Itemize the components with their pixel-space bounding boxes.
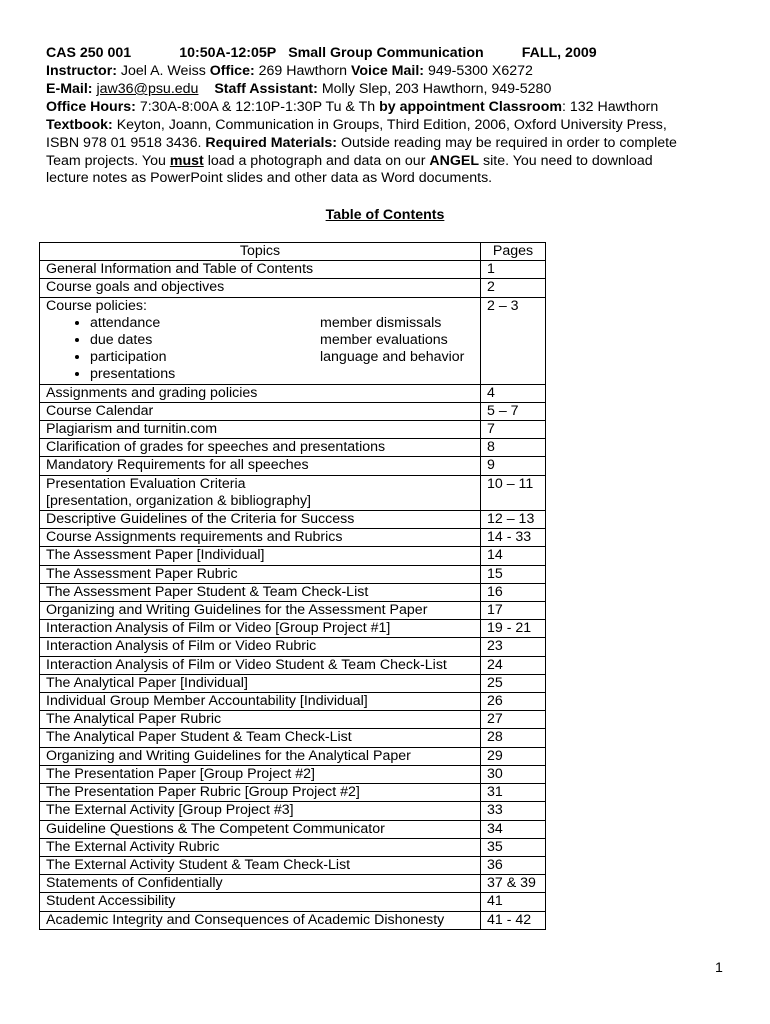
list-item: • participation — [90, 349, 320, 366]
toc-topic-text: Interaction Analysis of Film or Video Student & Team Check-List — [46, 656, 447, 673]
toc-pages: 2 – 3 — [481, 297, 546, 384]
toc-topic-text: Organizing and Writing Guidelines for the Analytical Paper — [46, 747, 411, 764]
table-row — [40, 674, 546, 692]
assistant-label: Staff Assistant: — [214, 81, 318, 97]
col-topics: Topics — [40, 243, 481, 261]
toc-topic — [40, 261, 481, 279]
table-row — [40, 784, 546, 802]
angel-site: ANGEL — [429, 152, 480, 169]
toc-topic-text: Descriptive Guidelines of the Criteria for Success — [46, 511, 355, 528]
lecture-notes-text: lecture notes as PowerPoint slides and other data as Word documents. — [46, 170, 493, 187]
toc-topic-text: Course goals and objectives — [46, 279, 225, 296]
toc-topic — [40, 565, 481, 583]
table-row — [40, 529, 546, 547]
instructor-line — [46, 63, 746, 81]
hours-label: Office Hours: — [46, 99, 136, 115]
classroom-label: Classroom — [488, 99, 562, 115]
toc-topic — [40, 583, 481, 601]
toc-topic-text: General Information and Table of Contents — [46, 261, 314, 278]
toc-topic-text: The Assessment Paper Student & Team Check-List — [46, 583, 369, 600]
office: 269 Hawthorn — [258, 63, 347, 79]
toc-topic — [40, 875, 481, 893]
toc-topic — [40, 911, 481, 929]
toc-topic — [40, 838, 481, 856]
toc-topic — [40, 820, 481, 838]
toc-pages: 14 — [481, 547, 546, 565]
isbn: ISBN 978 01 9518 3436. — [46, 134, 202, 151]
toc-topic — [40, 693, 481, 711]
table-row — [40, 875, 546, 893]
toc-topic — [40, 297, 481, 384]
appointment-note: by appointment — [379, 99, 485, 115]
toc-topic — [40, 511, 481, 529]
toc-pages: 27 — [481, 711, 546, 729]
toc-topic — [40, 402, 481, 420]
course-code: CAS 250 001 — [46, 45, 132, 61]
toc-topic — [40, 602, 481, 620]
toc-topic-text: Academic Integrity and Consequences of Academic Dishonesty — [46, 911, 445, 928]
table-row — [40, 565, 546, 583]
toc-pages: 36 — [481, 856, 546, 874]
toc-topic-text: Presentation Evaluation Criteria — [46, 475, 246, 492]
toc-topic — [40, 765, 481, 783]
table-row — [40, 911, 546, 929]
toc-topic-text: Interaction Analysis of Film or Video Rubric — [46, 638, 317, 655]
toc-pages: 25 — [481, 674, 546, 692]
table-row — [40, 384, 546, 402]
toc-pages: 19 - 21 — [481, 620, 546, 638]
toc-topic-text: Interaction Analysis of Film or Video [Group Project #1] — [46, 620, 391, 637]
toc-topic-text: The Assessment Paper [Individual] — [46, 547, 265, 564]
toc-pages: 33 — [481, 802, 546, 820]
table-row — [40, 838, 546, 856]
toc-pages: 2 — [481, 279, 546, 297]
toc-pages: 24 — [481, 656, 546, 674]
toc-pages: 1 — [481, 261, 546, 279]
toc-topic-text: Student Accessibility — [46, 893, 176, 910]
email-line — [46, 81, 746, 99]
toc-pages: 37 & 39 — [481, 875, 546, 893]
table-row — [40, 856, 546, 874]
policies-list-right — [320, 315, 464, 384]
voicemail: 949-5300 X6272 — [427, 63, 533, 79]
list-item: • due dates — [90, 332, 320, 349]
list-item: • presentations — [90, 366, 320, 383]
assistant: Molly Slep, 203 Hawthorn, 949-5280 — [321, 81, 552, 97]
instructor-name: Joel A. Weiss — [120, 63, 206, 79]
toc-topic-text: Statements of Confidentially — [46, 875, 223, 892]
toc-topic — [40, 729, 481, 747]
toc-topic-text: The Analytical Paper Student & Team Check-List — [46, 729, 352, 746]
toc-topic-text: The Analytical Paper [Individual] — [46, 674, 248, 691]
col-pages: Pages — [481, 243, 546, 261]
toc-pages: 16 — [481, 583, 546, 601]
toc-topic-text: Plagiarism and turnitin.com — [46, 421, 218, 438]
table-row — [40, 638, 546, 656]
toc-pages: 7 — [481, 421, 546, 439]
toc-title: Table of Contents — [325, 207, 445, 223]
toc-topic — [40, 856, 481, 874]
toc-pages: 9 — [481, 457, 546, 475]
toc-pages: 4 — [481, 384, 546, 402]
toc-topic — [40, 475, 481, 510]
toc-pages: 14 - 33 — [481, 529, 546, 547]
toc-topic-text: The Presentation Paper Rubric [Group Project #2] — [46, 784, 360, 801]
toc-pages: 28 — [481, 729, 546, 747]
toc-pages: 34 — [481, 820, 546, 838]
table-row — [40, 656, 546, 674]
toc-topic-text: Organizing and Writing Guidelines for the Assessment Paper — [46, 602, 428, 619]
toc-topic-text: The Presentation Paper [Group Project #2] — [46, 765, 315, 782]
list-item: language and behavior — [320, 349, 465, 366]
table-row — [40, 421, 546, 439]
classroom: : 132 Hawthorn — [562, 99, 659, 115]
toc-pages: 10 – 11 — [481, 475, 546, 510]
toc-topic — [40, 638, 481, 656]
course-time: 10:50A-12:05P — [179, 45, 277, 61]
list-item: member evaluations — [320, 332, 448, 349]
toc-pages: 29 — [481, 747, 546, 765]
toc-pages: 17 — [481, 602, 546, 620]
list-item: member dismissals — [320, 314, 442, 331]
toc-topic-text: Individual Group Member Accountability [Individual] — [46, 693, 368, 710]
toc-topic — [40, 457, 481, 475]
toc-topic-text: The External Activity Rubric — [46, 838, 220, 855]
toc-topic — [40, 384, 481, 402]
toc-pages: 26 — [481, 693, 546, 711]
toc-topic-text: Guideline Questions & The Competent Communicator — [46, 820, 385, 837]
toc-topic — [40, 674, 481, 692]
team-projects-text: Team projects. You — [46, 152, 166, 169]
required-materials-label: Required Materials: — [205, 134, 338, 151]
course-title: Small Group Communication — [288, 45, 484, 61]
voicemail-label: Voice Mail: — [350, 63, 424, 79]
table-row — [40, 279, 546, 297]
toc-pages: 31 — [481, 784, 546, 802]
toc-topic — [40, 784, 481, 802]
instructor-label: Instructor: — [46, 63, 117, 79]
toc-pages: 41 — [481, 893, 546, 911]
toc-pages: 12 – 13 — [481, 511, 546, 529]
must-emphasis: must — [169, 152, 204, 169]
toc-pages: 35 — [481, 838, 546, 856]
table-row — [40, 583, 546, 601]
table-row — [40, 802, 546, 820]
toc-topic-text: Course Calendar — [46, 402, 154, 419]
toc-topic — [40, 439, 481, 457]
course-header — [46, 45, 746, 63]
toc-table — [39, 242, 546, 930]
toc-topic — [40, 747, 481, 765]
toc-header-row — [40, 243, 546, 261]
toc-topic — [40, 547, 481, 565]
table-row — [40, 439, 546, 457]
hours: 7:30A-8:00A & 12:10P-1:30P Tu & Th — [139, 99, 376, 115]
download-text: site. You need to download — [483, 152, 653, 169]
table-row — [40, 765, 546, 783]
table-row — [40, 893, 546, 911]
email-label: E-Mail: — [46, 81, 93, 97]
toc-pages: 5 – 7 — [481, 402, 546, 420]
textbook-text: Keyton, Joann, Communication in Groups, Third Edition, 2006, Oxford University Press, — [116, 117, 667, 133]
list-item: • attendance — [90, 315, 320, 332]
toc-topic-text: The External Activity [Group Project #3] — [46, 802, 294, 819]
toc-pages: 8 — [481, 439, 546, 457]
table-row — [40, 620, 546, 638]
table-row — [40, 602, 546, 620]
toc-pages: 23 — [481, 638, 546, 656]
textbook-paragraph — [46, 117, 746, 188]
toc-topic — [40, 620, 481, 638]
textbook-label: Textbook: — [46, 117, 113, 133]
toc-topic-text: Mandatory Requirements for all speeches — [46, 457, 309, 474]
office-label: Office: — [209, 63, 255, 79]
table-row — [40, 711, 546, 729]
toc-topic — [40, 711, 481, 729]
toc-topic — [40, 279, 481, 297]
toc-topic-text: The Assessment Paper Rubric — [46, 565, 238, 582]
toc-topic-subtext: [presentation, organization & bibliography] — [46, 492, 312, 509]
required-materials: Outside reading may be required in order to complete — [340, 134, 677, 151]
table-row — [40, 547, 546, 565]
toc-pages: 30 — [481, 765, 546, 783]
toc-topic — [40, 656, 481, 674]
table-row — [40, 820, 546, 838]
policies-label: Course policies: — [46, 297, 147, 314]
table-row — [40, 729, 546, 747]
table-row — [40, 457, 546, 475]
toc-topic — [40, 421, 481, 439]
toc-topic — [40, 893, 481, 911]
table-row — [40, 511, 546, 529]
photo-text: load a photograph and data on our — [207, 152, 426, 169]
table-row-policies — [40, 297, 546, 384]
page-number: 1 — [715, 960, 723, 976]
toc-topic — [40, 802, 481, 820]
toc-pages: 15 — [481, 565, 546, 583]
toc-topic-text: The External Activity Student & Team Check-List — [46, 856, 351, 873]
table-row — [40, 693, 546, 711]
toc-topic-text: The Analytical Paper Rubric — [46, 711, 222, 728]
table-row — [40, 475, 546, 510]
email-link[interactable]: jaw36@psu.edu — [96, 81, 199, 97]
toc-topic-text: Course Assignments requirements and Rubrics — [46, 529, 343, 546]
toc-topic — [40, 529, 481, 547]
course-term: FALL, 2009 — [521, 45, 597, 61]
table-row — [40, 747, 546, 765]
table-row — [40, 261, 546, 279]
policies-list-left — [46, 315, 320, 384]
toc-pages: 41 - 42 — [481, 911, 546, 929]
toc-topic-text: Clarification of grades for speeches and presentations — [46, 439, 386, 456]
table-row — [40, 402, 546, 420]
office-hours-line — [46, 99, 746, 117]
toc-topic-text: Assignments and grading policies — [46, 384, 258, 401]
